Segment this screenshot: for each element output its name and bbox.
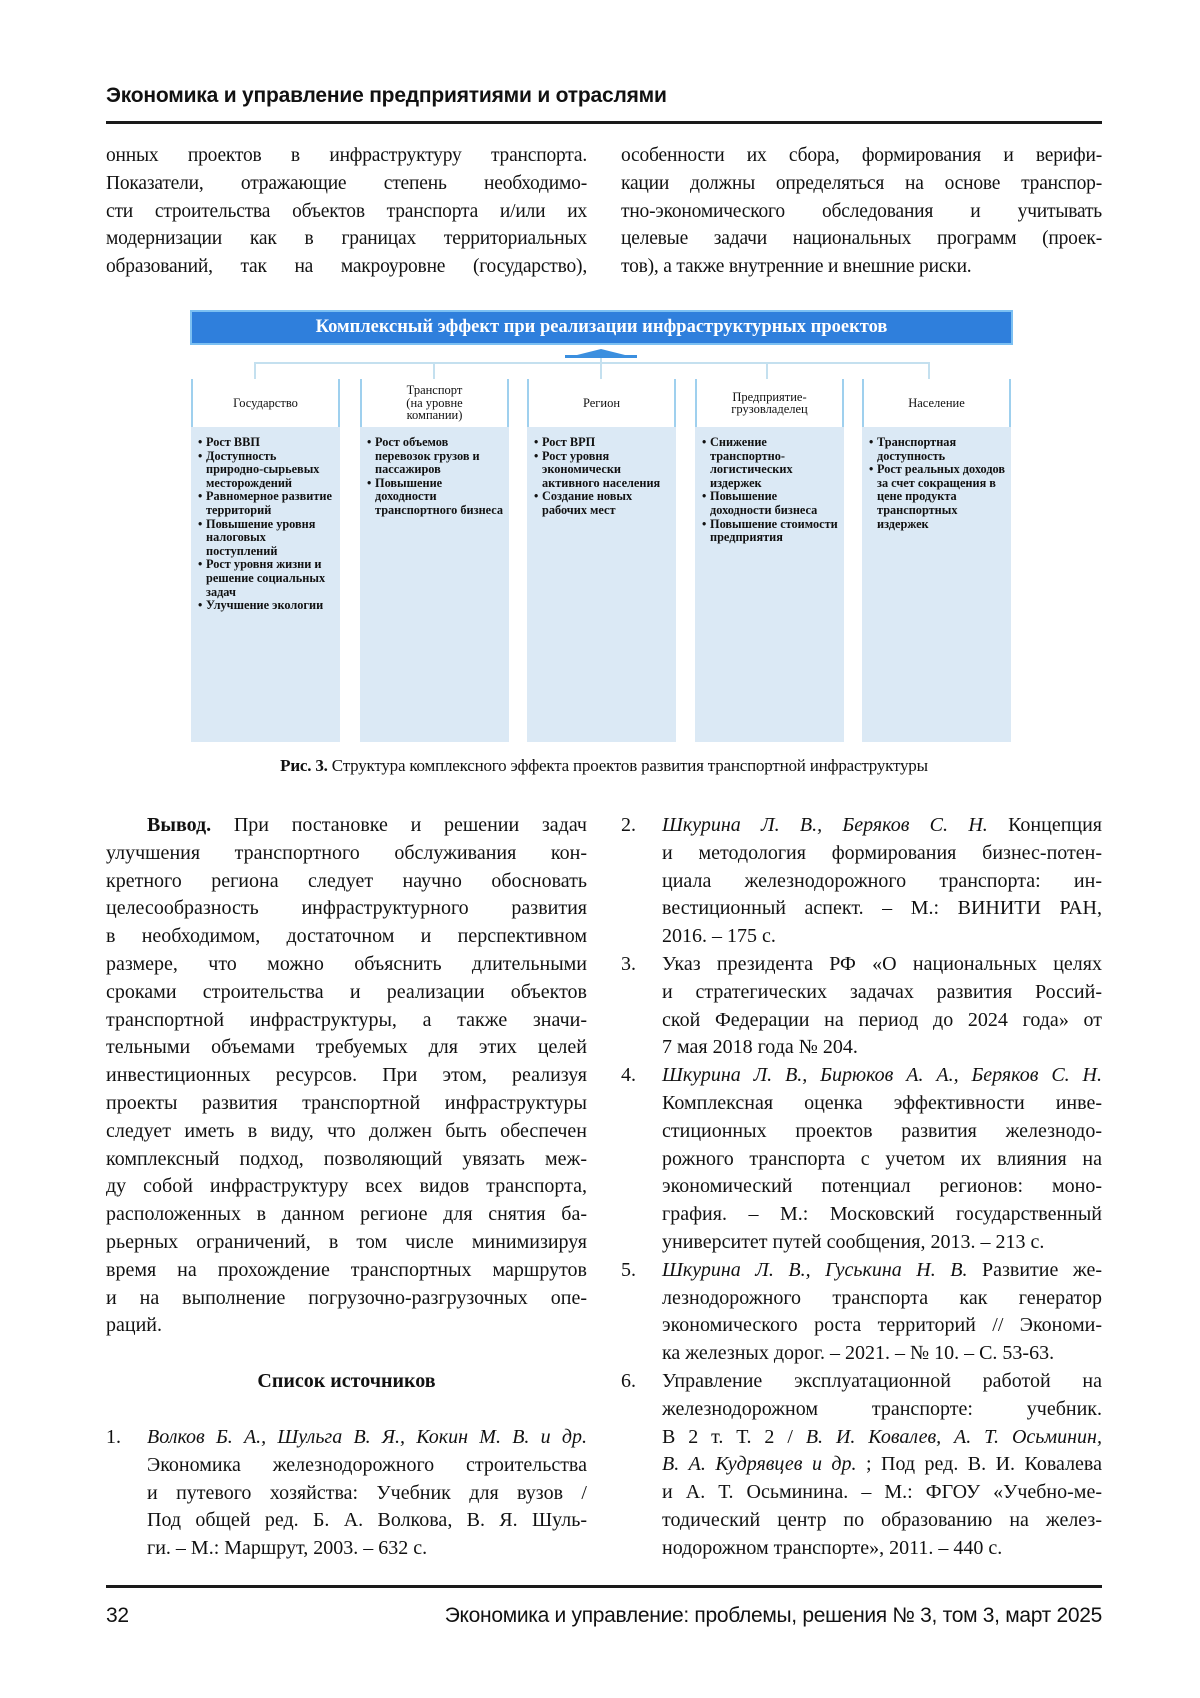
text-segment: университет путей сообщения, 2013. – 213 с. (662, 1231, 1044, 1253)
references-list-right (621, 812, 1102, 1563)
reference-text (662, 1062, 1102, 1257)
reference-number: 3. (621, 951, 636, 979)
diagram-column (527, 379, 676, 742)
text-line: кации должны определяться на основе транспор- (621, 170, 1102, 198)
reference-item (621, 812, 1102, 951)
reference-text (662, 812, 1102, 951)
text-line (662, 1451, 1102, 1479)
text-line (106, 1285, 587, 1313)
text-segment: ской Федерации на период до 2024 года» от (662, 1009, 1102, 1031)
text-line: образований, так на макроуровне (государство), (106, 253, 587, 281)
text-line (662, 1034, 1102, 1062)
text-segment: и А. Т. Осьминина. – М.: ФГОУ «Учебно-ме- (662, 1481, 1102, 1503)
text-segment: и путевого хозяйства: Учебник для вузов / (147, 1482, 587, 1504)
author-names: Шкурина Л. В., Бирюков А. А., Беряков С. Н. (662, 1064, 1102, 1086)
author-names: Шкурина Л. В., Гуськина Н. В. (662, 1259, 967, 1281)
text-line (662, 1368, 1102, 1396)
column-heading (527, 379, 676, 427)
reference-number: 6. (621, 1368, 636, 1396)
bullet-item: • Улучшение экологии (198, 599, 336, 613)
text-segment: и стратегических задачах развития Россий- (662, 981, 1102, 1003)
text-line (106, 1118, 587, 1146)
text-segment: инвестиционных ресурсов. При этом, реализуя (106, 1064, 587, 1086)
text-segment: Указ президента РФ «О национальных целях (662, 953, 1102, 975)
text-segment: ги. – М.: Маршрут, 2003. – 632 с. (147, 1537, 427, 1559)
column-heading (360, 379, 509, 427)
text-line (662, 1118, 1102, 1146)
text-segment: кретного региона следует научно обосновать (106, 870, 587, 892)
diagram-column (862, 379, 1011, 742)
text-line (662, 1340, 1102, 1368)
text-segment: Комплексная оценка эффективности инве- (662, 1092, 1102, 1114)
intro-left-column (106, 142, 587, 281)
bullet-item: • Повышение стоимости предприятия (702, 518, 840, 545)
column-heading-line: Регион (583, 397, 620, 410)
text-line (662, 812, 1102, 840)
references-list-left (106, 1424, 587, 1563)
text-line (106, 868, 587, 896)
text-segment: графия. – М.: Московский государственный (662, 1203, 1102, 1225)
text-segment: тельными объемами требуемых для этих целей (106, 1036, 587, 1058)
text-line (106, 1034, 587, 1062)
text-segment: 7 мая 2018 года № 204. (662, 1036, 858, 1058)
text-segment: и методология формирования бизнес-потен- (662, 842, 1102, 864)
text-line (662, 979, 1102, 1007)
running-title: Экономика и управление предприятиями и отраслями (106, 84, 667, 108)
text-line (106, 812, 587, 840)
author-names: Шкурина Л. В., Беряков С. Н. (662, 814, 988, 836)
footer-rule (106, 1585, 1102, 1588)
journal-footer: Экономика и управление: проблемы, решения № 3, том 3, март 2025 (445, 1604, 1102, 1628)
text-line (662, 1507, 1102, 1535)
bullet-item: • Снижение транспортно-логистических издержек (702, 436, 840, 490)
text-line (662, 1285, 1102, 1313)
reference-number: 5. (621, 1257, 636, 1285)
bullet-item: • Повышение доходности транспортного бизнеса (367, 477, 505, 518)
bullet-item: • Рост ВВП (198, 436, 336, 450)
text-line (662, 840, 1102, 868)
page-number: 32 (106, 1604, 129, 1628)
bullet-item: • Рост уровня жизни и решение социальных задач (198, 558, 336, 599)
text-line (662, 895, 1102, 923)
text-segment: нодорожном транспорте», 2011. – 440 с. (662, 1537, 1002, 1559)
text-line: тов), а также внутренние и внешние риски. (621, 253, 1102, 281)
text-line (662, 868, 1102, 896)
text-line (106, 840, 587, 868)
text-segment: вестиционный аспект. – М.: ВИНИТИ РАН, (662, 897, 1102, 919)
text-segment: экономический потенциал регионов: моно- (662, 1175, 1102, 1197)
text-line (106, 1201, 587, 1229)
text-segment: циала железнодорожного транспорта: ин- (662, 870, 1102, 892)
column-heading-line: компании) (407, 409, 463, 422)
bullet-item: • Повышение доходности бизнеса (702, 490, 840, 517)
connector-line (928, 362, 930, 379)
author-names: В. А. Кудрявцев и др. (662, 1453, 857, 1475)
text-line (106, 1007, 587, 1035)
text-segment: следует иметь в виду, что должен быть обеспечен (106, 1120, 587, 1142)
text-segment: ка железных дорог. – 2021. – № 10. – С. 53-63. (662, 1342, 1054, 1364)
text-line (106, 1229, 587, 1257)
reference-item (621, 1257, 1102, 1368)
reference-item (621, 1062, 1102, 1257)
references-heading: Список источников (106, 1368, 587, 1396)
bullet-item: • Транспортная доступность (869, 436, 1007, 463)
reference-item (106, 1424, 587, 1563)
text-segment: При постановке и решении задач (211, 814, 587, 836)
text-segment: сроками строительства и реализации объектов (106, 981, 587, 1003)
bullet-item: • Рост уровня экономически активного населения (534, 450, 672, 491)
text-line (106, 1173, 587, 1201)
text-line (662, 1396, 1102, 1424)
text-line (662, 1479, 1102, 1507)
column-heading-line: (на уровне (406, 397, 462, 410)
text-line (106, 979, 587, 1007)
text-line (147, 1535, 587, 1563)
text-line: онных проектов в инфраструктуру транспорта. (106, 142, 587, 170)
bullet-item: • Рост объемов перевозок грузов и пассажиров (367, 436, 505, 477)
column-heading (191, 379, 340, 427)
connector-line (433, 362, 435, 379)
text-line (662, 1312, 1102, 1340)
diagram-title: Комплексный эффект при реализации инфраструктурных проектов (190, 310, 1013, 345)
text-line (662, 1090, 1102, 1118)
diagram-column (695, 379, 844, 742)
bullet-item: • Создание новых рабочих мест (534, 490, 672, 517)
bullet-item: • Рост ВРП (534, 436, 672, 450)
caption-text: Структура комплексного эффекта проектов развития транспортной инфраструктуры (328, 756, 928, 775)
text-line (662, 1229, 1102, 1257)
column-bullets (527, 427, 676, 742)
text-line: сти строительства объектов транспорта и/или их (106, 198, 587, 226)
author-names: В. И. Ковалев, А. Т. Осьминин, (806, 1426, 1102, 1448)
bullet-item: • Рост реальных доходов за счет сокращения в цене продукта транспортных издержек (869, 463, 1007, 531)
text-segment: целесообразность инфраструктурного развития (106, 897, 587, 919)
text-segment: расположенных в данном регионе для снятия ба- (106, 1203, 587, 1225)
text-line: целевые задачи национальных программ (проек- (621, 225, 1102, 253)
diagram-column (360, 379, 509, 742)
text-segment: стиционных проектов развития железнодо- (662, 1120, 1102, 1142)
text-line: тно-экономического обследования и учитывать (621, 198, 1102, 226)
column-heading-line: Предприятие- (732, 391, 806, 404)
text-line (147, 1452, 587, 1480)
text-line: модернизации как в границах территориальных (106, 225, 587, 253)
column-heading (862, 379, 1011, 427)
text-line (106, 1257, 587, 1285)
conclusion-paragraph (106, 812, 587, 1340)
connector-line (766, 362, 768, 379)
reference-number: 2. (621, 812, 636, 840)
text-line (106, 895, 587, 923)
text-segment: комплексный подход, позволяющий увязать меж- (106, 1148, 587, 1170)
author-names: Волков Б. А., Шульга В. Я., Кокин М. В. и др. (147, 1426, 587, 1448)
column-bullets (191, 427, 340, 742)
reference-number: 4. (621, 1062, 636, 1090)
text-segment: железнодорожном транспорте: учебник. (662, 1398, 1102, 1420)
text-segment: экономического роста территорий // Экономи- (662, 1314, 1102, 1336)
reference-item (621, 1368, 1102, 1563)
connector-line (600, 362, 602, 379)
text-segment: Под общей ред. Б. А. Волкова, В. Я. Шуль- (147, 1509, 587, 1531)
text-line (662, 1257, 1102, 1285)
text-line (147, 1424, 587, 1452)
bullet-item: • Равномерное развитие территорий (198, 490, 336, 517)
text-line (662, 951, 1102, 979)
text-segment: Экономика железнодорожного строительства (147, 1454, 587, 1476)
text-segment: улучшения транспортного обслуживания кон- (106, 842, 587, 864)
caption-label: Рис. 3. (280, 756, 328, 775)
text-segment: лезнодорожного транспорта как генератор (662, 1287, 1102, 1309)
text-line: Показатели, отражающие степень необходимо- (106, 170, 587, 198)
text-segment: рожного транспорта с учетом их влияния на (662, 1148, 1102, 1170)
figure-caption (106, 756, 1102, 776)
text-line (662, 1173, 1102, 1201)
text-segment: и на выполнение погрузочно-разгрузочных опе- (106, 1287, 587, 1309)
text-line: особенности их сбора, формирования и верифи- (621, 142, 1102, 170)
text-segment: ду собой инфраструктуру всех видов транспорта, (106, 1175, 587, 1197)
text-segment: Управление эксплуатационной работой на (662, 1370, 1102, 1392)
text-segment: размере, что можно объяснить длительными (106, 953, 587, 975)
text-segment: тодический центр по образованию на желез- (662, 1509, 1102, 1531)
header-rule (106, 121, 1102, 124)
column-bullets (360, 427, 509, 742)
text-line (106, 1146, 587, 1174)
column-bullets (695, 427, 844, 742)
column-bullets (862, 427, 1011, 742)
column-heading-line: Транспорт (407, 384, 463, 397)
column-heading-line: Государство (233, 397, 298, 410)
reference-text (662, 1368, 1102, 1563)
text-line (662, 1201, 1102, 1229)
connector-line (254, 362, 930, 364)
text-line (106, 1312, 587, 1340)
intro-right-column (621, 142, 1102, 281)
reference-item (621, 951, 1102, 1062)
text-segment: проекты развития транспортной инфраструктуры (106, 1092, 587, 1114)
text-line (662, 1424, 1102, 1452)
text-segment: Концепция (988, 814, 1102, 836)
text-segment: транспортной инфраструктуры, а также значи- (106, 1009, 587, 1031)
bullet-item: • Доступность природно-сырьевых месторождений (198, 450, 336, 491)
text-segment: ; Под ред. В. И. Ковалева (857, 1453, 1102, 1475)
column-heading (695, 379, 844, 427)
text-line (106, 1062, 587, 1090)
text-segment: В 2 т. Т. 2 / (662, 1426, 806, 1448)
bold-lead: Вывод. (147, 814, 211, 836)
text-line (106, 1090, 587, 1118)
bullet-item: • Повышение уровня налоговых поступлений (198, 518, 336, 559)
text-line (106, 951, 587, 979)
text-segment: Развитие же- (967, 1259, 1102, 1281)
diagram-column (191, 379, 340, 742)
text-line (147, 1507, 587, 1535)
text-line (662, 923, 1102, 951)
text-segment: 2016. – 175 с. (662, 925, 776, 947)
reference-number: 1. (106, 1424, 121, 1452)
reference-text (662, 951, 1102, 1062)
text-line (662, 1007, 1102, 1035)
text-segment: в необходимом, достаточном и перспективном (106, 925, 587, 947)
column-heading-line: Население (908, 397, 965, 410)
connector-line (254, 362, 256, 379)
text-line (662, 1146, 1102, 1174)
text-line (147, 1480, 587, 1508)
text-segment: время на прохождение транспортных маршрутов (106, 1259, 587, 1281)
text-line (106, 923, 587, 951)
reference-text (662, 1257, 1102, 1368)
text-line (662, 1062, 1102, 1090)
text-segment: рьерных ограничений, в том числе минимизируя (106, 1231, 587, 1253)
reference-text (147, 1424, 587, 1563)
text-segment: раций. (106, 1314, 162, 1336)
column-heading-line: грузовладелец (731, 403, 807, 416)
text-line (662, 1535, 1102, 1563)
